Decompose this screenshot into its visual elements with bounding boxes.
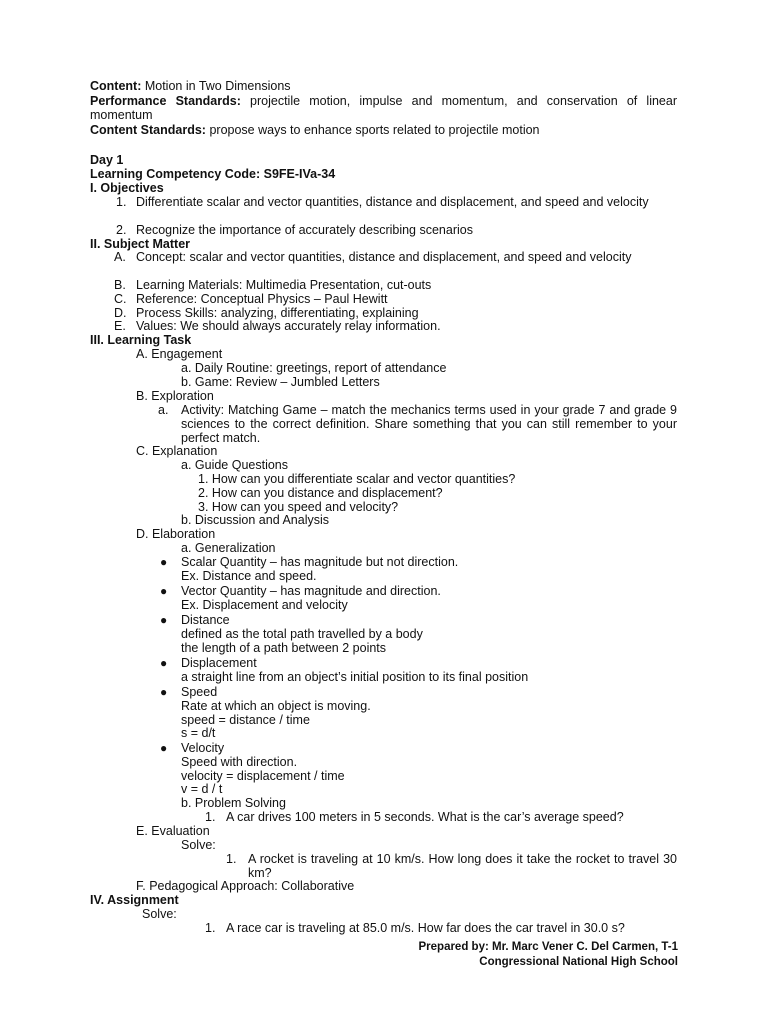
discussion-analysis: b. Discussion and Analysis [181, 513, 329, 527]
performance-standards-label: Performance Standards: [90, 94, 241, 108]
exploration-activity: Activity: Matching Game – match the mechanics terms used in your grade 7 and grade 9 sciences to the correct definition. Share something that you can still remember to your perfect match. [181, 403, 677, 445]
distance-term: Distance [181, 613, 230, 627]
subject-item-letter-b: B. [114, 278, 126, 292]
day-heading: Day 1 [90, 153, 124, 167]
assignment-problem: A race car is traveling at 85.0 m/s. How far does the car travel in 30.0 s? [226, 921, 625, 935]
guide-questions: a. Guide Questions [181, 458, 289, 472]
bullet-icon: ● [160, 685, 168, 699]
objective-number-1: 1. [116, 195, 127, 209]
guide-question-3: 3. How can you speed and velocity? [198, 500, 399, 514]
objectives-heading: I. Objectives [90, 181, 164, 195]
engagement-heading: A. Engagement [136, 347, 223, 361]
problem-1: A car drives 100 meters in 5 seconds. What is the car’s average speed? [226, 810, 624, 824]
performance-standards-line [90, 95, 677, 123]
content-standards-line [90, 124, 540, 138]
distance-definition-2: the length of a path between 2 points [181, 641, 387, 655]
vector-quantity: Vector Quantity – has magnitude and direction. [181, 584, 441, 598]
objective-1: Differentiate scalar and vector quantities, distance and displacement, and speed and velocity [136, 195, 649, 209]
bullet-icon: ● [160, 584, 168, 598]
learning-task-heading: III. Learning Task [90, 333, 192, 347]
velocity-definition: Speed with direction. [181, 755, 298, 769]
pedagogical-approach: F. Pedagogical Approach: Collaborative [136, 879, 355, 893]
vector-example: Ex. Displacement and velocity [181, 598, 348, 612]
objective-number-2: 2. [116, 223, 127, 237]
content-line [90, 80, 291, 94]
displacement-term: Displacement [181, 656, 257, 670]
subject-item-letter-d: D. [114, 306, 127, 320]
evaluation-problem: A rocket is traveling at 10 km/s. How long does it take the rocket to travel 30 km? [248, 852, 677, 880]
guide-question-1: 1. How can you differentiate scalar and vector quantities? [198, 472, 516, 486]
subject-item-materials: Learning Materials: Multimedia Presentation, cut-outs [136, 278, 432, 292]
learning-competency-code: Learning Competency Code: S9FE-IVa-34 [90, 167, 336, 181]
generalization: a. Generalization [181, 541, 276, 555]
school-name: Congressional National High School [479, 956, 678, 968]
performance-standards-value: projectile motion, impulse and momentum, and conservation of linear momentum [90, 94, 677, 122]
velocity-formula-short: v = d / t [181, 782, 223, 796]
displacement-definition: a straight line from an object’s initial position to its final position [181, 670, 529, 684]
scalar-example: Ex. Distance and speed. [181, 569, 317, 583]
subject-item-letter-c: C. [114, 292, 127, 306]
bullet-icon: ● [160, 656, 168, 670]
content-standards-label: Content Standards: [90, 123, 206, 137]
objective-2: Recognize the importance of accurately describing scenarios [136, 223, 473, 237]
engagement-item-a: a. Daily Routine: greetings, report of attendance [181, 361, 447, 375]
engagement-item-b: b. Game: Review – Jumbled Letters [181, 375, 380, 389]
distance-definition-1: defined as the total path travelled by a body [181, 627, 423, 641]
explanation-heading: C. Explanation [136, 444, 218, 458]
evaluation-heading: E. Evaluation [136, 824, 210, 838]
subject-item-reference: Reference: Conceptual Physics – Paul Hewitt [136, 292, 388, 306]
subject-matter-heading: II. Subject Matter [90, 237, 191, 251]
speed-formula-short: s = d/t [181, 726, 216, 740]
speed-term: Speed [181, 685, 218, 699]
subject-item-letter-e: E. [114, 319, 126, 333]
prepared-by: Prepared by: Mr. Marc Vener C. Del Carmen, T-1 [418, 941, 678, 953]
elaboration-heading: D. Elaboration [136, 527, 216, 541]
problem-solving: b. Problem Solving [181, 796, 286, 810]
exploration-heading: B. Exploration [136, 389, 214, 403]
subject-item-values: Values: We should always accurately relay information. [136, 319, 441, 333]
guide-question-2: 2. How can you distance and displacement? [198, 486, 443, 500]
speed-definition: Rate at which an object is moving. [181, 699, 371, 713]
evaluation-number: 1. [226, 852, 237, 866]
evaluation-solve: Solve: [181, 838, 216, 852]
velocity-term: Velocity [181, 741, 225, 755]
subject-item-concept: Concept: scalar and vector quantities, distance and displacement, and speed and velocity [136, 250, 632, 264]
content-value: Motion in Two Dimensions [141, 79, 291, 93]
exploration-letter: a. [158, 403, 169, 417]
content-standards-value: propose ways to enhance sports related to projectile motion [205, 123, 540, 137]
velocity-formula: velocity = displacement / time [181, 769, 345, 783]
bullet-icon: ● [160, 741, 168, 755]
content-label: Content: [90, 79, 142, 93]
assignment-number: 1. [205, 921, 216, 935]
speed-formula: speed = distance / time [181, 713, 310, 727]
bullet-icon: ● [160, 555, 168, 569]
subject-item-letter-a: A. [114, 250, 126, 264]
bullet-icon: ● [160, 613, 168, 627]
scalar-quantity: Scalar Quantity – has magnitude but not direction. [181, 555, 459, 569]
assignment-solve: Solve: [142, 907, 177, 921]
subject-item-process-skills: Process Skills: analyzing, differentiating, explaining [136, 306, 419, 320]
problem-number: 1. [205, 810, 216, 824]
assignment-heading: IV. Assignment [90, 893, 179, 907]
